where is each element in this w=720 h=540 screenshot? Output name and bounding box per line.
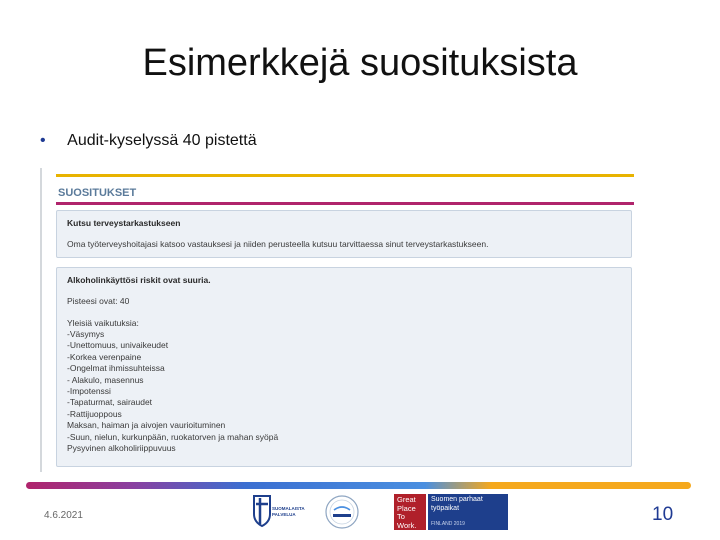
slide-title: Esimerkkejä suosituksista bbox=[142, 42, 578, 84]
alcohol-risk-heading: Alkoholinkäyttösi riskit ovat suuria. bbox=[67, 275, 211, 285]
recommendations-header-label: SUOSITUKSET bbox=[58, 187, 137, 199]
gptw-line: Work. bbox=[397, 520, 417, 530]
recommendations-screenshot bbox=[40, 168, 634, 472]
circular-seal-logo bbox=[322, 494, 362, 530]
header-divider bbox=[56, 202, 634, 205]
effect-item: -Korkea verenpaine bbox=[67, 351, 142, 362]
gptw-line: To bbox=[397, 512, 405, 521]
effect-item: -Rattijuoppous bbox=[67, 408, 122, 419]
effect-item: -Ongelmat ihmissuhteissa bbox=[67, 363, 165, 374]
score-text: Pisteesi ovat: 40 bbox=[67, 296, 130, 306]
suomen-parhaat-tyopaikat-logo bbox=[428, 494, 508, 530]
checkup-invite-text: Oma työterveyshoitajasi katsoo vastauksesi ja niiden perusteella kutsuu tarvittaessa sinut terveystarkastukseen. bbox=[67, 239, 489, 249]
checkup-invite-box bbox=[56, 210, 632, 258]
recommendations-header bbox=[56, 174, 634, 199]
effects-label: Yleisiä vaikutuksia: bbox=[67, 318, 139, 328]
bullet-text: Audit-kyselyssä 40 pistettä bbox=[67, 132, 257, 149]
best-workplaces-line2: työpaikat bbox=[431, 504, 460, 512]
effect-item: Maksan, haiman ja aivojen vaurioituminen bbox=[67, 420, 226, 431]
footer-gradient-bar bbox=[26, 482, 691, 489]
best-workplaces-line1: Suomen parhaat bbox=[431, 496, 483, 503]
page-number: 10 bbox=[652, 504, 674, 525]
effect-item: -Unettomuus, univaikeudet bbox=[67, 340, 169, 351]
effect-item: -Tapaturmat, sairaudet bbox=[67, 397, 153, 408]
effect-item: -Väsymys bbox=[67, 329, 105, 339]
great-place-to-work-logo bbox=[394, 494, 426, 530]
bullet-dot-icon: • bbox=[40, 132, 46, 149]
effect-item: -Impotenssi bbox=[67, 386, 111, 397]
gptw-line: Place bbox=[397, 503, 416, 513]
suomalaista-palvelua-logo bbox=[250, 494, 305, 530]
effects-list bbox=[67, 329, 278, 454]
effect-item: -Suun, nielun, kurkunpään, ruokatorven ja mahan syöpä bbox=[67, 431, 279, 442]
slide-date: 4.6.2021 bbox=[44, 510, 83, 521]
suomalaista-palvelua-text: SUOMALAISTA PALVELUA bbox=[272, 506, 305, 517]
best-workplaces-sub: FINLAND 2019 bbox=[431, 520, 465, 527]
effect-item: Pysyvinen alkoholiriippuvuus bbox=[67, 443, 176, 454]
checkup-invite-heading: Kutsu terveystarkastukseen bbox=[67, 218, 181, 228]
bullet-item bbox=[40, 132, 257, 150]
alcohol-risk-box bbox=[56, 267, 632, 467]
effect-item: - Alakulo, masennus bbox=[67, 374, 144, 385]
gptw-line: Great bbox=[397, 495, 416, 504]
